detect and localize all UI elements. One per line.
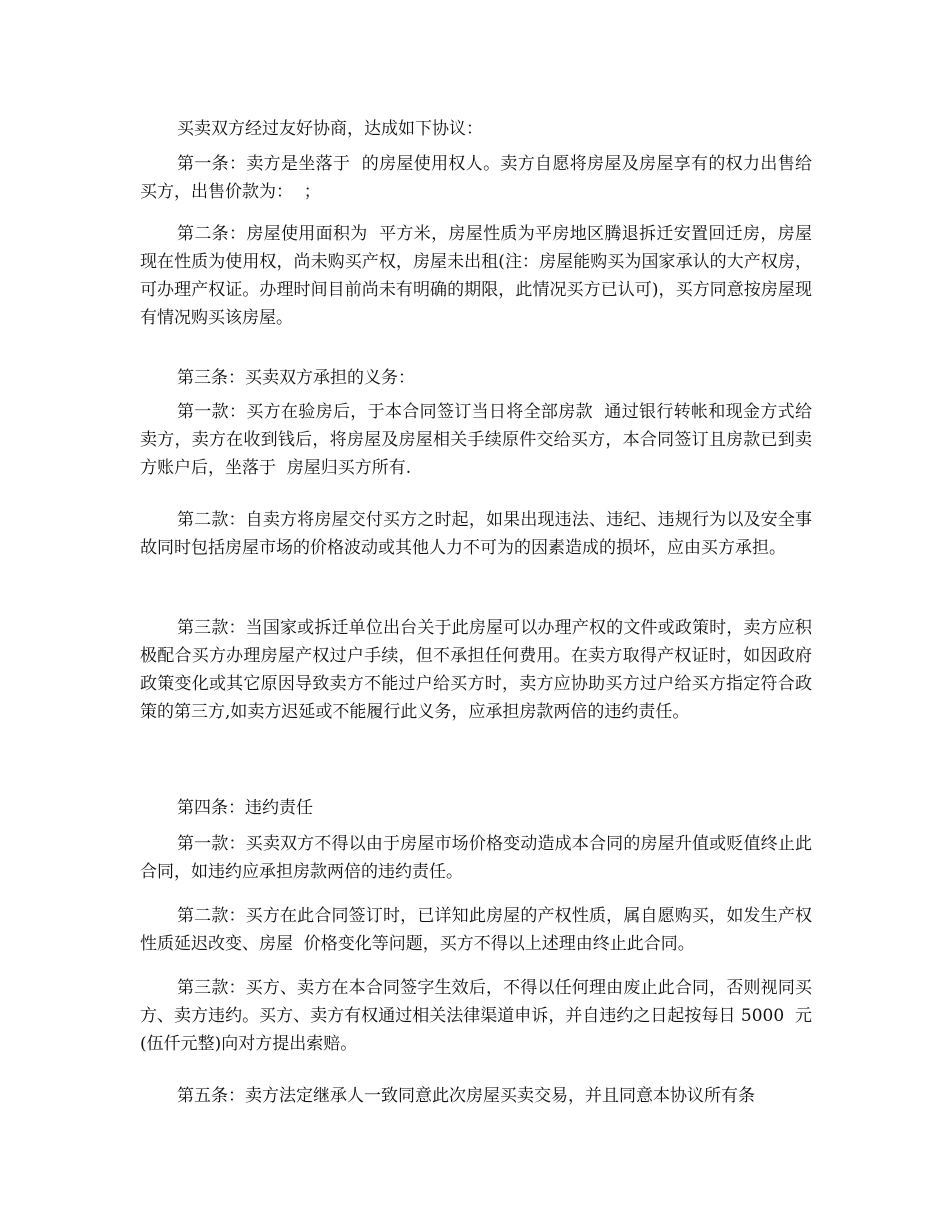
article-5-paragraph: 第五条：卖方法定继承人一致同意此次房屋买卖交易，并且同意本协议所有条 [177,1086,755,1106]
article-2-paragraph: 第二条：房屋使用面积为 平方米，房屋性质为平房地区腾退拆迁安置回迁房，房屋现在性质为使用权，尚未购买产权，房屋未出租(注：房屋能购买为国家承认的大产权房，可办理产权证。办理时间目前尚未有明确的期限，此情况买方已认可)，买方同意按房屋现有情况购买该房屋。 [140,224,812,328]
article-1-paragraph: 第一条：卖方是坐落于 的房屋使用权人。卖方自愿将房屋及房屋享有的权力出售给买方，出售价款为： ； [140,154,812,202]
article-4-clause-3: 第三款：买方、卖方在本合同签字生效后，不得以任何理由废止此合同，否则视同买方、卖方违约。买方、卖方有权通过相关法律渠道申诉，并自违约之日起按每日 5000 元(伍仟元整)向对方提出索赔。 [140,978,812,1054]
article-4-clause-1: 第一款：买卖双方不得以由于房屋市场价格变动造成本合同的房屋升值或贬值终止此合同，如违约应承担房款两倍的违约责任。 [140,834,812,882]
article-3-clause-1: 第一款：买方在验房后，于本合同签订当日将全部房款 通过银行转帐和现金方式给卖方，卖方在收到钱后，将房屋及房屋相关手续原件交给买方，本合同签订且房款已到卖方账户后，坐落于 房屋归买方所有. [140,402,812,478]
article-3-clause-2: 第二款：自卖方将房屋交付买方之时起，如果出现违法、违纪、违规行为以及安全事故同时包括房屋市场的价格波动或其他人力不可为的因素造成的损坏，应由买方承担。 [140,510,812,558]
article-4-clause-2: 第二款：买方在此合同签订时，已详知此房屋的产权性质，属自愿购买，如发生产权性质延迟改变、房屋 价格变化等问题，买方不得以上述理由终止此合同。 [140,906,812,954]
article-3-heading: 第三条：买卖双方承担的义务： [177,368,415,388]
intro-paragraph: 买卖双方经过友好协商，达成如下协议： [177,119,483,139]
article-3-clause-3: 第三款：当国家或拆迁单位出台关于此房屋可以办理产权的文件或政策时，卖方应积极配合买方办理房屋产权过户手续，但不承担任何费用。在卖方取得产权证时，如因政府政策变化或其它原因导致卖方不能过户给买方时，卖方应协助买方过户给买方指定符合政策的第三方,如卖方迟延或不能履行此义务，应承担房款两倍的违约责任。 [140,618,812,722]
article-4-heading: 第四条：违约责任 [177,798,313,818]
